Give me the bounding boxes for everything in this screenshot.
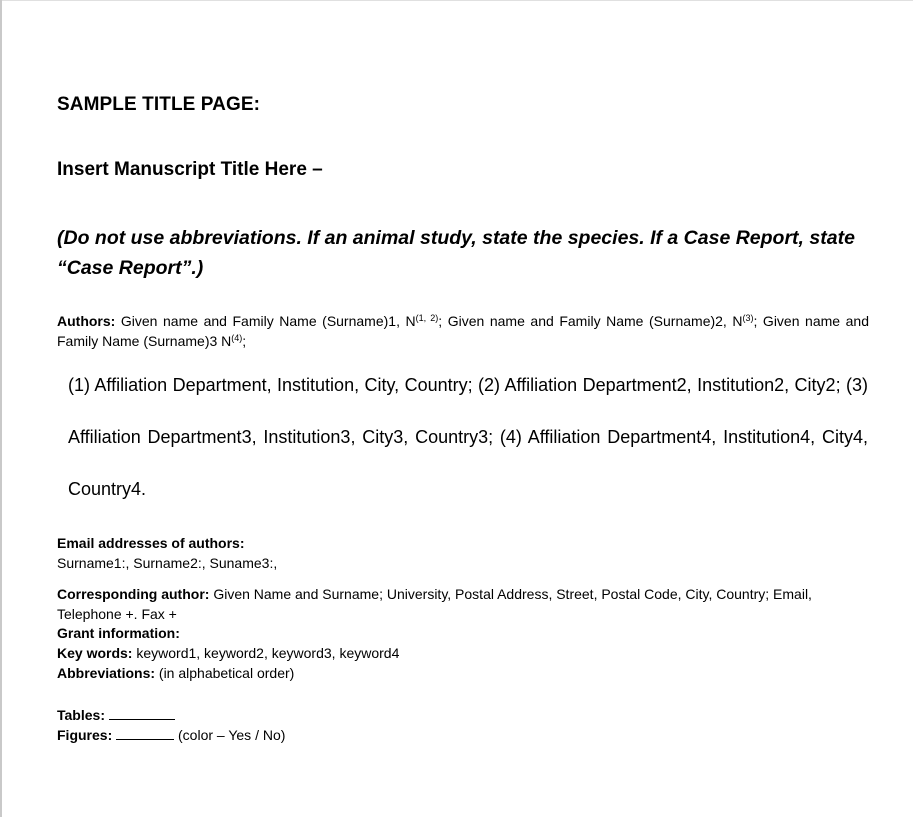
abbreviations-value: (in alphabetical order) <box>155 665 295 681</box>
authors-sup-2: (3) <box>742 313 754 323</box>
corresponding-author-label: Corresponding author: <box>57 586 210 602</box>
figures-value: (color – Yes / No) <box>178 727 286 743</box>
authors-part-3: ; Given name and Family Name (Surname)3 N <box>57 313 869 349</box>
authors-paragraph <box>57 311 869 351</box>
page-top-edge <box>0 0 913 1</box>
keywords-label: Key words: <box>57 645 133 661</box>
authors-part-4: ; <box>242 333 247 349</box>
figures-label: Figures: <box>57 727 113 743</box>
authors-sup-1: (1, 2) <box>415 313 439 323</box>
affiliations-paragraph: (1) Affiliation Department, Institution, City, Country; (2) Affiliation Department2, Institution2, City2; (3) Affiliation Department3, Institution3, City3, Country3; (4) Affiliation Department4, Institution4, City4, Country4. <box>68 375 868 499</box>
abbreviations-label: Abbreviations: <box>57 665 156 681</box>
email-addresses-label: Email addresses of authors: <box>57 535 245 551</box>
grant-information-label: Grant information: <box>57 625 180 641</box>
figures-line <box>57 725 285 743</box>
email-addresses-value: Surname1:, Surname2:, Suname3:, <box>57 555 278 571</box>
sample-title-heading: SAMPLE TITLE PAGE: <box>57 94 261 115</box>
authors-part-1: Given name and Family Name (Surname)1, N <box>115 313 416 329</box>
authors-sup-3: (4) <box>231 333 243 343</box>
manuscript-title-heading: Insert Manuscript Title Here – <box>57 159 323 180</box>
authors-label: Authors: <box>57 313 116 329</box>
authors-part-2: ; Given name and Family Name (Surname)2, N <box>438 313 743 329</box>
figures-blank <box>116 725 174 740</box>
corresponding-author-paragraph <box>57 584 869 624</box>
abbreviations-line <box>57 665 294 681</box>
corresponding-author-value: Given Name and Surname; University, Postal Address, Street, Postal Code, City, Country; Email, Telephone +. Fax + <box>57 586 812 622</box>
page-left-edge <box>0 0 2 817</box>
keywords-value: keyword1, keyword2, keyword3, keyword4 <box>132 645 400 661</box>
grant-information-line <box>57 625 180 641</box>
title-instructions-note: (Do not use abbreviations. If an animal study, state the species. If a Case Report, state “Case Report”.) <box>57 227 855 279</box>
keywords-line <box>57 645 399 661</box>
tables-label: Tables: <box>57 707 105 723</box>
tables-line <box>57 705 175 723</box>
tables-blank <box>109 705 175 720</box>
